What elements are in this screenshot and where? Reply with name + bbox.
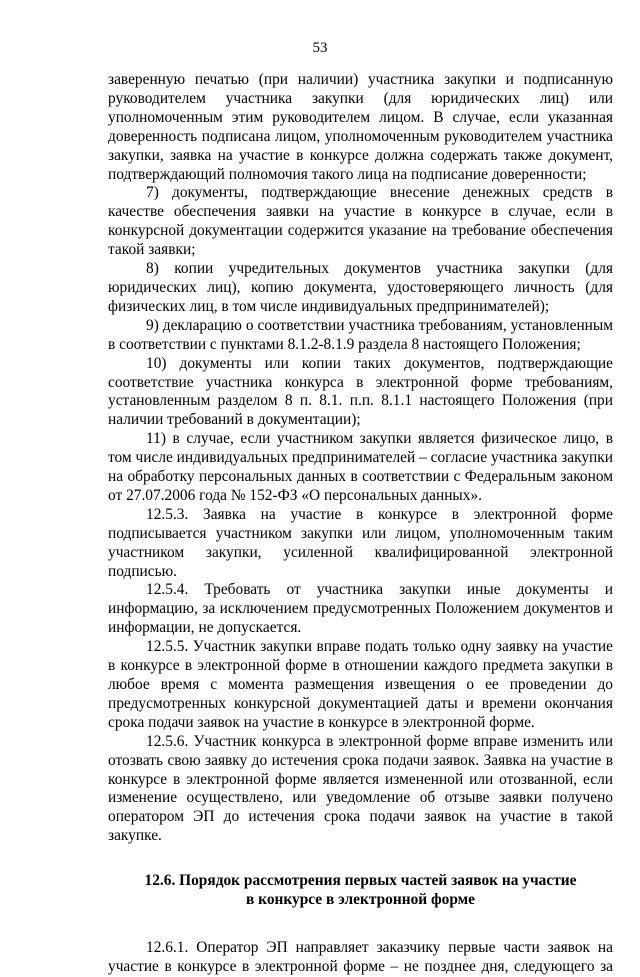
page-number: 53 [312,40,328,56]
paragraph-12-5-3: 12.5.3. Заявка на участие в конкурсе в электронной форме подписывается участником закупки или лицом, уполномоченным таким участником закупки, усиленной квалифицированной электронной подписью. [108,505,613,580]
paragraph-12-5-5: 12.5.5. Участник закупки вправе подать только одну заявку на участие в конкурсе в электронной форме в отношении каждого предмета закупки в любое время с момента размещения извещения о ее проведении до предусмотренных конкурсной документацией даты и времени окончания срока подачи заявок на участие в конкурсе в электронной форме. [108,638,613,731]
paragraph-12-6-1: 12.6.1. Оператор ЭП направляет заказчику первые части заявок на участие в конкурсе в электронной форме – не позднее дня, следующего за [108,939,613,976]
paragraph-item-9: 9) декларацию о соответствии участника требованиям, установленным в соответствии с пунктами 8.1.2-8.1.9 раздела 8 настоящего Положения; [108,316,613,353]
paragraph-item-11: 11) в случае, если участником закупки является физическое лицо, в том числе индивидуальных предпринимателей – согласие участника закупки на обработку персональных данных в соответствии с Федеральным законом от 27.07.2006 года № 152-ФЗ «О персональных данных». [108,430,613,504]
paragraph-12-5-6: 12.5.6. Участник конкурса в электронной форме вправе изменить или отозвать свою заявку до истечения срока подачи заявок. Заявка на участие в конкурсе в электронной форме является измененной или отозванной, если изменение осуществлено, или уведомление об отзыве заявки получено оператором ЭП до истечения срока подачи заявок на участие в такой закупке. [108,732,613,845]
paragraph-continuation: заверенную печатью (при наличии) участника закупки и подписанную руководителем участника закупки (для юридических лиц) или уполномоченным этим руководителем лицом. В случае, если указанная доверенность подписана лицом, уполномоченным руководителем участника закупки, заявка на участие в конкурсе должна содержать также документ, подтверждающий полномочия такого лица на подписание доверенности; [108,71,613,183]
paragraph-item-8: 8) копии учредительных документов участника закупки (для юридических лиц), копию документа, удостоверяющего личность (для физических лиц, в том числе индивидуальных предпринимателей); [108,260,613,315]
paragraph-12-5-4: 12.5.4. Требовать от участника закупки иные документы и информацию, за исключением предусмотренных Положением документов и информации, не допускается. [108,581,613,637]
document-body [108,71,613,977]
section-heading-12-6 [108,871,613,909]
paragraph-item-10: 10) документы или копии таких документов, подтверждающие соответствие участника конкурса в электронной форме требованиям, установленным разделом 8 п. 8.1. п.п. 8.1.1 настоящего Положения (при наличии требований в документации); [108,354,613,429]
section-heading-line-2: в конкурсе в электронной форме [246,891,475,909]
section-heading-line-1: 12.6. Порядок рассмотрения первых частей заявок на участие [144,872,577,890]
paragraph-item-7: 7) документы, подтверждающие внесение денежных средств в качестве обеспечения заявки на участие в конкурсе в случае, если в конкурсной документации содержится указание на требование обеспечения такой заявки; [108,184,613,259]
